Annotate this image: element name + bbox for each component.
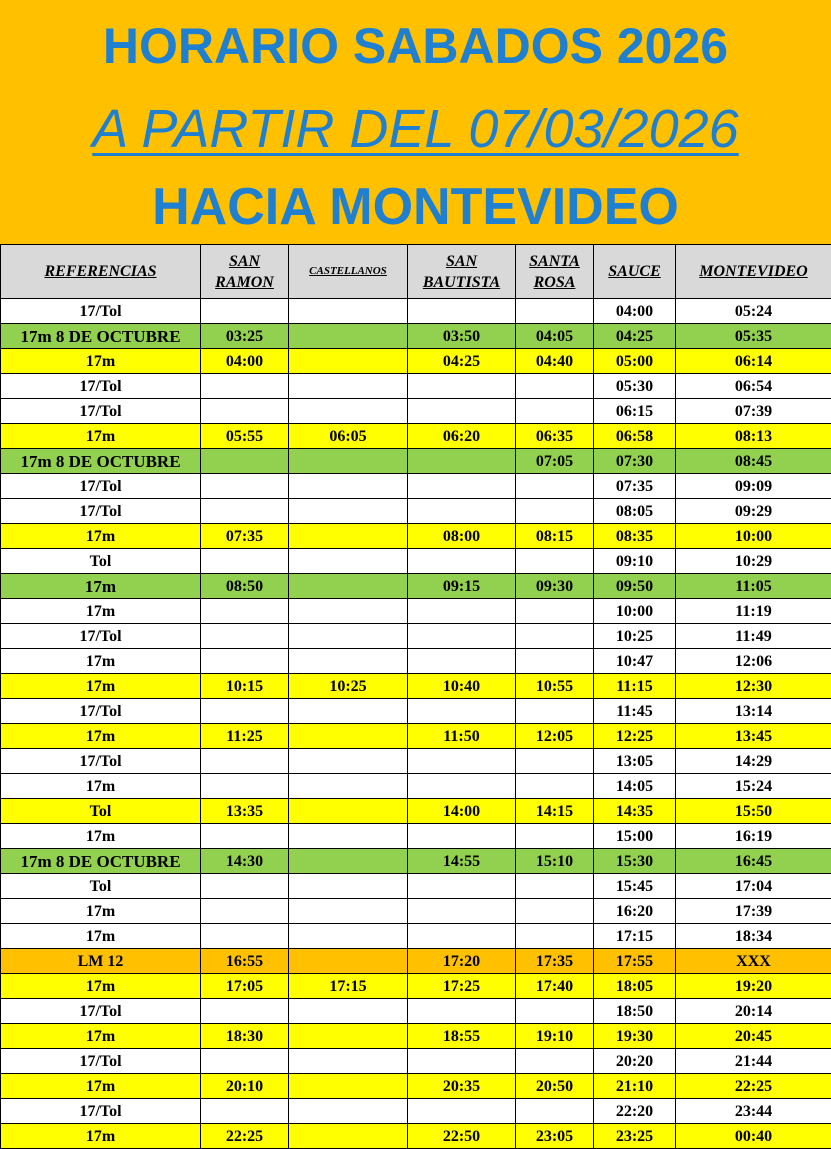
table-row (1, 1049, 831, 1074)
column-header-referencias: REFERENCIAS (1, 245, 201, 299)
san-bautista-time (408, 624, 516, 649)
castellanos-time (289, 1049, 408, 1074)
reference-cell: 17/Tol (1, 1099, 201, 1124)
santa-rosa-time: 17:40 (516, 974, 594, 999)
castellanos-time (289, 299, 408, 324)
sauce-time: 15:30 (594, 849, 676, 874)
castellanos-time (289, 499, 408, 524)
reference-cell: 17/Tol (1, 374, 201, 399)
san-bautista-time (408, 774, 516, 799)
san-bautista-time: 18:55 (408, 1024, 516, 1049)
table-row (1, 724, 831, 749)
san-ramon-time: 08:50 (201, 574, 289, 599)
sauce-time: 14:05 (594, 774, 676, 799)
sauce-time: 09:10 (594, 549, 676, 574)
table-row (1, 799, 831, 824)
reference-cell: 17m (1, 924, 201, 949)
santa-rosa-time (516, 624, 594, 649)
castellanos-time (289, 649, 408, 674)
montevideo-time: 08:13 (676, 424, 831, 449)
castellanos-time (289, 574, 408, 599)
santa-rosa-time: 07:05 (516, 449, 594, 474)
sauce-time: 22:20 (594, 1099, 676, 1124)
schedule-title: HORARIO SABADOS 2026 (102, 18, 729, 74)
santa-rosa-time (516, 874, 594, 899)
san-ramon-time (201, 999, 289, 1024)
montevideo-time: 06:54 (676, 374, 831, 399)
reference-cell: 17m 8 DE OCTUBRE (1, 449, 201, 474)
montevideo-time: 19:20 (676, 974, 831, 999)
sauce-time: 17:15 (594, 924, 676, 949)
san-bautista-time: 06:20 (408, 424, 516, 449)
table-row (1, 774, 831, 799)
montevideo-time: 17:39 (676, 899, 831, 924)
san-ramon-time: 20:10 (201, 1074, 289, 1099)
castellanos-time (289, 599, 408, 624)
san-ramon-time (201, 874, 289, 899)
san-bautista-time: 14:55 (408, 849, 516, 874)
san-ramon-time (201, 774, 289, 799)
san-bautista-time (408, 1049, 516, 1074)
montevideo-time: 07:39 (676, 399, 831, 424)
reference-cell: 17/Tol (1, 699, 201, 724)
san-ramon-time (201, 749, 289, 774)
castellanos-time (289, 1099, 408, 1124)
san-bautista-time (408, 824, 516, 849)
sauce-time: 10:25 (594, 624, 676, 649)
table-row (1, 974, 831, 999)
san-bautista-time (408, 374, 516, 399)
san-ramon-time (201, 1099, 289, 1124)
castellanos-time (289, 549, 408, 574)
san-ramon-time (201, 299, 289, 324)
reference-cell: Tol (1, 799, 201, 824)
santa-rosa-time (516, 699, 594, 724)
reference-cell: 17m (1, 599, 201, 624)
santa-rosa-time (516, 1049, 594, 1074)
montevideo-time: 13:45 (676, 724, 831, 749)
castellanos-time (289, 924, 408, 949)
sauce-time: 17:55 (594, 949, 676, 974)
schedule-body (1, 299, 831, 1149)
table-row (1, 399, 831, 424)
table-row (1, 1099, 831, 1124)
santa-rosa-time (516, 899, 594, 924)
column-header-sauce: SAUCE (594, 245, 676, 299)
san-ramon-time (201, 499, 289, 524)
montevideo-time: 11:05 (676, 574, 831, 599)
san-bautista-time: 11:50 (408, 724, 516, 749)
sauce-time: 10:00 (594, 599, 676, 624)
sauce-time: 09:50 (594, 574, 676, 599)
santa-rosa-time (516, 824, 594, 849)
reference-cell: 17m (1, 724, 201, 749)
table-row (1, 824, 831, 849)
san-ramon-time (201, 449, 289, 474)
column-header-santa-rosa: SANTA ROSA (516, 245, 594, 299)
montevideo-time: 18:34 (676, 924, 831, 949)
san-ramon-time: 03:25 (201, 324, 289, 349)
reference-cell: Tol (1, 549, 201, 574)
montevideo-time: 05:24 (676, 299, 831, 324)
castellanos-time (289, 699, 408, 724)
san-ramon-time (201, 899, 289, 924)
santa-rosa-time (516, 474, 594, 499)
table-row (1, 574, 831, 599)
table-row (1, 849, 831, 874)
san-bautista-time (408, 399, 516, 424)
table-row (1, 699, 831, 724)
montevideo-time: 15:24 (676, 774, 831, 799)
sauce-time: 11:45 (594, 699, 676, 724)
montevideo-time: 13:14 (676, 699, 831, 724)
table-row (1, 474, 831, 499)
santa-rosa-time (516, 549, 594, 574)
castellanos-time: 17:15 (289, 974, 408, 999)
san-ramon-time (201, 649, 289, 674)
reference-cell: 17m (1, 1074, 201, 1099)
san-ramon-time: 05:55 (201, 424, 289, 449)
reference-cell: 17m (1, 349, 201, 374)
san-bautista-time (408, 924, 516, 949)
montevideo-time: 23:44 (676, 1099, 831, 1124)
sauce-time: 05:00 (594, 349, 676, 374)
table-row (1, 424, 831, 449)
table-row (1, 349, 831, 374)
san-bautista-time (408, 1099, 516, 1124)
santa-rosa-time (516, 749, 594, 774)
san-bautista-time (408, 899, 516, 924)
montevideo-time: 09:29 (676, 499, 831, 524)
table-row (1, 324, 831, 349)
sauce-time: 15:00 (594, 824, 676, 849)
santa-rosa-time: 06:35 (516, 424, 594, 449)
san-ramon-time: 07:35 (201, 524, 289, 549)
reference-cell: 17/Tol (1, 624, 201, 649)
montevideo-time: 00:40 (676, 1124, 831, 1149)
montevideo-time: 11:19 (676, 599, 831, 624)
effective-date: A PARTIR DEL 07/03/2026 (92, 99, 739, 159)
reference-cell: 17m (1, 774, 201, 799)
table-row (1, 499, 831, 524)
sauce-time: 23:25 (594, 1124, 676, 1149)
santa-rosa-time: 14:15 (516, 799, 594, 824)
column-header-row (1, 245, 831, 299)
castellanos-time (289, 374, 408, 399)
montevideo-time: 20:45 (676, 1024, 831, 1049)
san-bautista-time: 10:40 (408, 674, 516, 699)
san-ramon-time: 04:00 (201, 349, 289, 374)
table-row (1, 1124, 831, 1149)
sauce-time: 06:58 (594, 424, 676, 449)
table-row (1, 949, 831, 974)
montevideo-time: 12:06 (676, 649, 831, 674)
montevideo-time: 09:09 (676, 474, 831, 499)
column-header-montevideo: MONTEVIDEO (676, 245, 831, 299)
san-bautista-time (408, 699, 516, 724)
reference-cell: 17/Tol (1, 499, 201, 524)
column-header-castellanos: CASTELLANOS (289, 245, 408, 299)
montevideo-time: 14:29 (676, 749, 831, 774)
sauce-time: 14:35 (594, 799, 676, 824)
castellanos-time (289, 1024, 408, 1049)
montevideo-time: 16:19 (676, 824, 831, 849)
santa-rosa-time: 23:05 (516, 1124, 594, 1149)
san-bautista-time (408, 749, 516, 774)
table-row (1, 999, 831, 1024)
reference-cell: 17/Tol (1, 299, 201, 324)
sauce-time: 15:45 (594, 874, 676, 899)
column-header-san-ramon: SAN RAMON (201, 245, 289, 299)
san-bautista-time: 17:25 (408, 974, 516, 999)
san-ramon-time: 16:55 (201, 949, 289, 974)
san-bautista-time: 14:00 (408, 799, 516, 824)
reference-cell: 17m 8 DE OCTUBRE (1, 849, 201, 874)
castellanos-time (289, 824, 408, 849)
montevideo-time: 06:14 (676, 349, 831, 374)
sauce-time: 06:15 (594, 399, 676, 424)
castellanos-time (289, 399, 408, 424)
reference-cell: 17m (1, 974, 201, 999)
castellanos-time (289, 899, 408, 924)
reference-cell: 17m (1, 1024, 201, 1049)
san-ramon-time (201, 624, 289, 649)
santa-rosa-time (516, 924, 594, 949)
san-bautista-time (408, 549, 516, 574)
santa-rosa-time: 15:10 (516, 849, 594, 874)
table-row (1, 674, 831, 699)
san-bautista-time (408, 999, 516, 1024)
san-ramon-time (201, 699, 289, 724)
sauce-time: 21:10 (594, 1074, 676, 1099)
direction-title: HACIA MONTEVIDEO (152, 178, 679, 236)
san-ramon-time (201, 924, 289, 949)
reference-cell: 17m (1, 899, 201, 924)
san-ramon-time (201, 399, 289, 424)
castellanos-time (289, 874, 408, 899)
san-ramon-time: 10:15 (201, 674, 289, 699)
table-row (1, 599, 831, 624)
table-row (1, 549, 831, 574)
sauce-time: 04:25 (594, 324, 676, 349)
san-bautista-time: 17:20 (408, 949, 516, 974)
san-bautista-time (408, 649, 516, 674)
santa-rosa-time (516, 1099, 594, 1124)
reference-cell: 17/Tol (1, 399, 201, 424)
castellanos-time: 06:05 (289, 424, 408, 449)
san-bautista-time: 22:50 (408, 1124, 516, 1149)
castellanos-time (289, 474, 408, 499)
reference-cell: 17/Tol (1, 474, 201, 499)
montevideo-time: 10:29 (676, 549, 831, 574)
san-bautista-time (408, 299, 516, 324)
castellanos-time (289, 949, 408, 974)
san-bautista-time: 03:50 (408, 324, 516, 349)
santa-rosa-time: 09:30 (516, 574, 594, 599)
santa-rosa-time: 19:10 (516, 1024, 594, 1049)
san-ramon-time (201, 474, 289, 499)
sauce-time: 08:35 (594, 524, 676, 549)
san-bautista-time: 20:35 (408, 1074, 516, 1099)
santa-rosa-time (516, 774, 594, 799)
table-row (1, 374, 831, 399)
san-bautista-time: 04:25 (408, 349, 516, 374)
table-row (1, 899, 831, 924)
sauce-time: 10:47 (594, 649, 676, 674)
san-bautista-time (408, 474, 516, 499)
reference-cell: 17m (1, 424, 201, 449)
castellanos-time (289, 774, 408, 799)
san-bautista-time: 09:15 (408, 574, 516, 599)
san-bautista-time (408, 874, 516, 899)
reference-cell: LM 12 (1, 949, 201, 974)
castellanos-time (289, 1074, 408, 1099)
montevideo-time: 10:00 (676, 524, 831, 549)
sauce-time: 07:30 (594, 449, 676, 474)
san-bautista-time (408, 599, 516, 624)
sauce-time: 20:20 (594, 1049, 676, 1074)
reference-cell: 17m (1, 824, 201, 849)
santa-rosa-time (516, 599, 594, 624)
castellanos-time (289, 449, 408, 474)
sauce-time: 04:00 (594, 299, 676, 324)
table-row (1, 624, 831, 649)
santa-rosa-time (516, 649, 594, 674)
title-banner (0, 0, 831, 244)
san-ramon-time (201, 599, 289, 624)
san-ramon-time: 18:30 (201, 1024, 289, 1049)
reference-cell: 17m (1, 524, 201, 549)
table-row (1, 749, 831, 774)
san-bautista-time (408, 449, 516, 474)
sauce-time: 05:30 (594, 374, 676, 399)
montevideo-time: 08:45 (676, 449, 831, 474)
san-ramon-time: 11:25 (201, 724, 289, 749)
reference-cell: 17m 8 DE OCTUBRE (1, 324, 201, 349)
table-row (1, 449, 831, 474)
san-bautista-time (408, 499, 516, 524)
table-row (1, 1074, 831, 1099)
table-row (1, 524, 831, 549)
castellanos-time (289, 624, 408, 649)
montevideo-time: 12:30 (676, 674, 831, 699)
reference-cell: 17m (1, 574, 201, 599)
santa-rosa-time: 17:35 (516, 949, 594, 974)
santa-rosa-time: 12:05 (516, 724, 594, 749)
column-header-san-bautista: SAN BAUTISTA (408, 245, 516, 299)
table-row (1, 924, 831, 949)
san-ramon-time: 13:35 (201, 799, 289, 824)
sauce-time: 11:15 (594, 674, 676, 699)
santa-rosa-time (516, 499, 594, 524)
reference-cell: 17/Tol (1, 999, 201, 1024)
schedule-table (0, 244, 831, 1149)
table-row (1, 1024, 831, 1049)
santa-rosa-time (516, 999, 594, 1024)
san-ramon-time: 17:05 (201, 974, 289, 999)
table-row (1, 299, 831, 324)
castellanos-time (289, 1124, 408, 1149)
santa-rosa-time: 20:50 (516, 1074, 594, 1099)
sauce-time: 16:20 (594, 899, 676, 924)
castellanos-time (289, 849, 408, 874)
castellanos-time (289, 524, 408, 549)
santa-rosa-time: 04:40 (516, 349, 594, 374)
sauce-time: 18:05 (594, 974, 676, 999)
reference-cell: 17/Tol (1, 1049, 201, 1074)
montevideo-time: 16:45 (676, 849, 831, 874)
castellanos-time: 10:25 (289, 674, 408, 699)
montevideo-time: XXX (676, 949, 831, 974)
sauce-time: 13:05 (594, 749, 676, 774)
santa-rosa-time (516, 299, 594, 324)
sauce-time: 18:50 (594, 999, 676, 1024)
castellanos-time (289, 749, 408, 774)
montevideo-time: 15:50 (676, 799, 831, 824)
santa-rosa-time: 08:15 (516, 524, 594, 549)
montevideo-time: 20:14 (676, 999, 831, 1024)
table-row (1, 874, 831, 899)
montevideo-time: 21:44 (676, 1049, 831, 1074)
san-ramon-time (201, 549, 289, 574)
reference-cell: 17/Tol (1, 749, 201, 774)
montevideo-time: 11:49 (676, 624, 831, 649)
san-ramon-time: 22:25 (201, 1124, 289, 1149)
santa-rosa-time (516, 399, 594, 424)
san-ramon-time (201, 1049, 289, 1074)
sauce-time: 07:35 (594, 474, 676, 499)
montevideo-time: 22:25 (676, 1074, 831, 1099)
castellanos-time (289, 999, 408, 1024)
castellanos-time (289, 799, 408, 824)
reference-cell: 17m (1, 674, 201, 699)
reference-cell: Tol (1, 874, 201, 899)
santa-rosa-time (516, 374, 594, 399)
reference-cell: 17m (1, 1124, 201, 1149)
castellanos-time (289, 324, 408, 349)
sauce-time: 19:30 (594, 1024, 676, 1049)
santa-rosa-time: 10:55 (516, 674, 594, 699)
montevideo-time: 05:35 (676, 324, 831, 349)
montevideo-time: 17:04 (676, 874, 831, 899)
san-ramon-time (201, 824, 289, 849)
table-row (1, 649, 831, 674)
san-ramon-time: 14:30 (201, 849, 289, 874)
sauce-time: 08:05 (594, 499, 676, 524)
santa-rosa-time: 04:05 (516, 324, 594, 349)
castellanos-time (289, 349, 408, 374)
san-bautista-time: 08:00 (408, 524, 516, 549)
sauce-time: 12:25 (594, 724, 676, 749)
san-ramon-time (201, 374, 289, 399)
reference-cell: 17m (1, 649, 201, 674)
castellanos-time (289, 724, 408, 749)
